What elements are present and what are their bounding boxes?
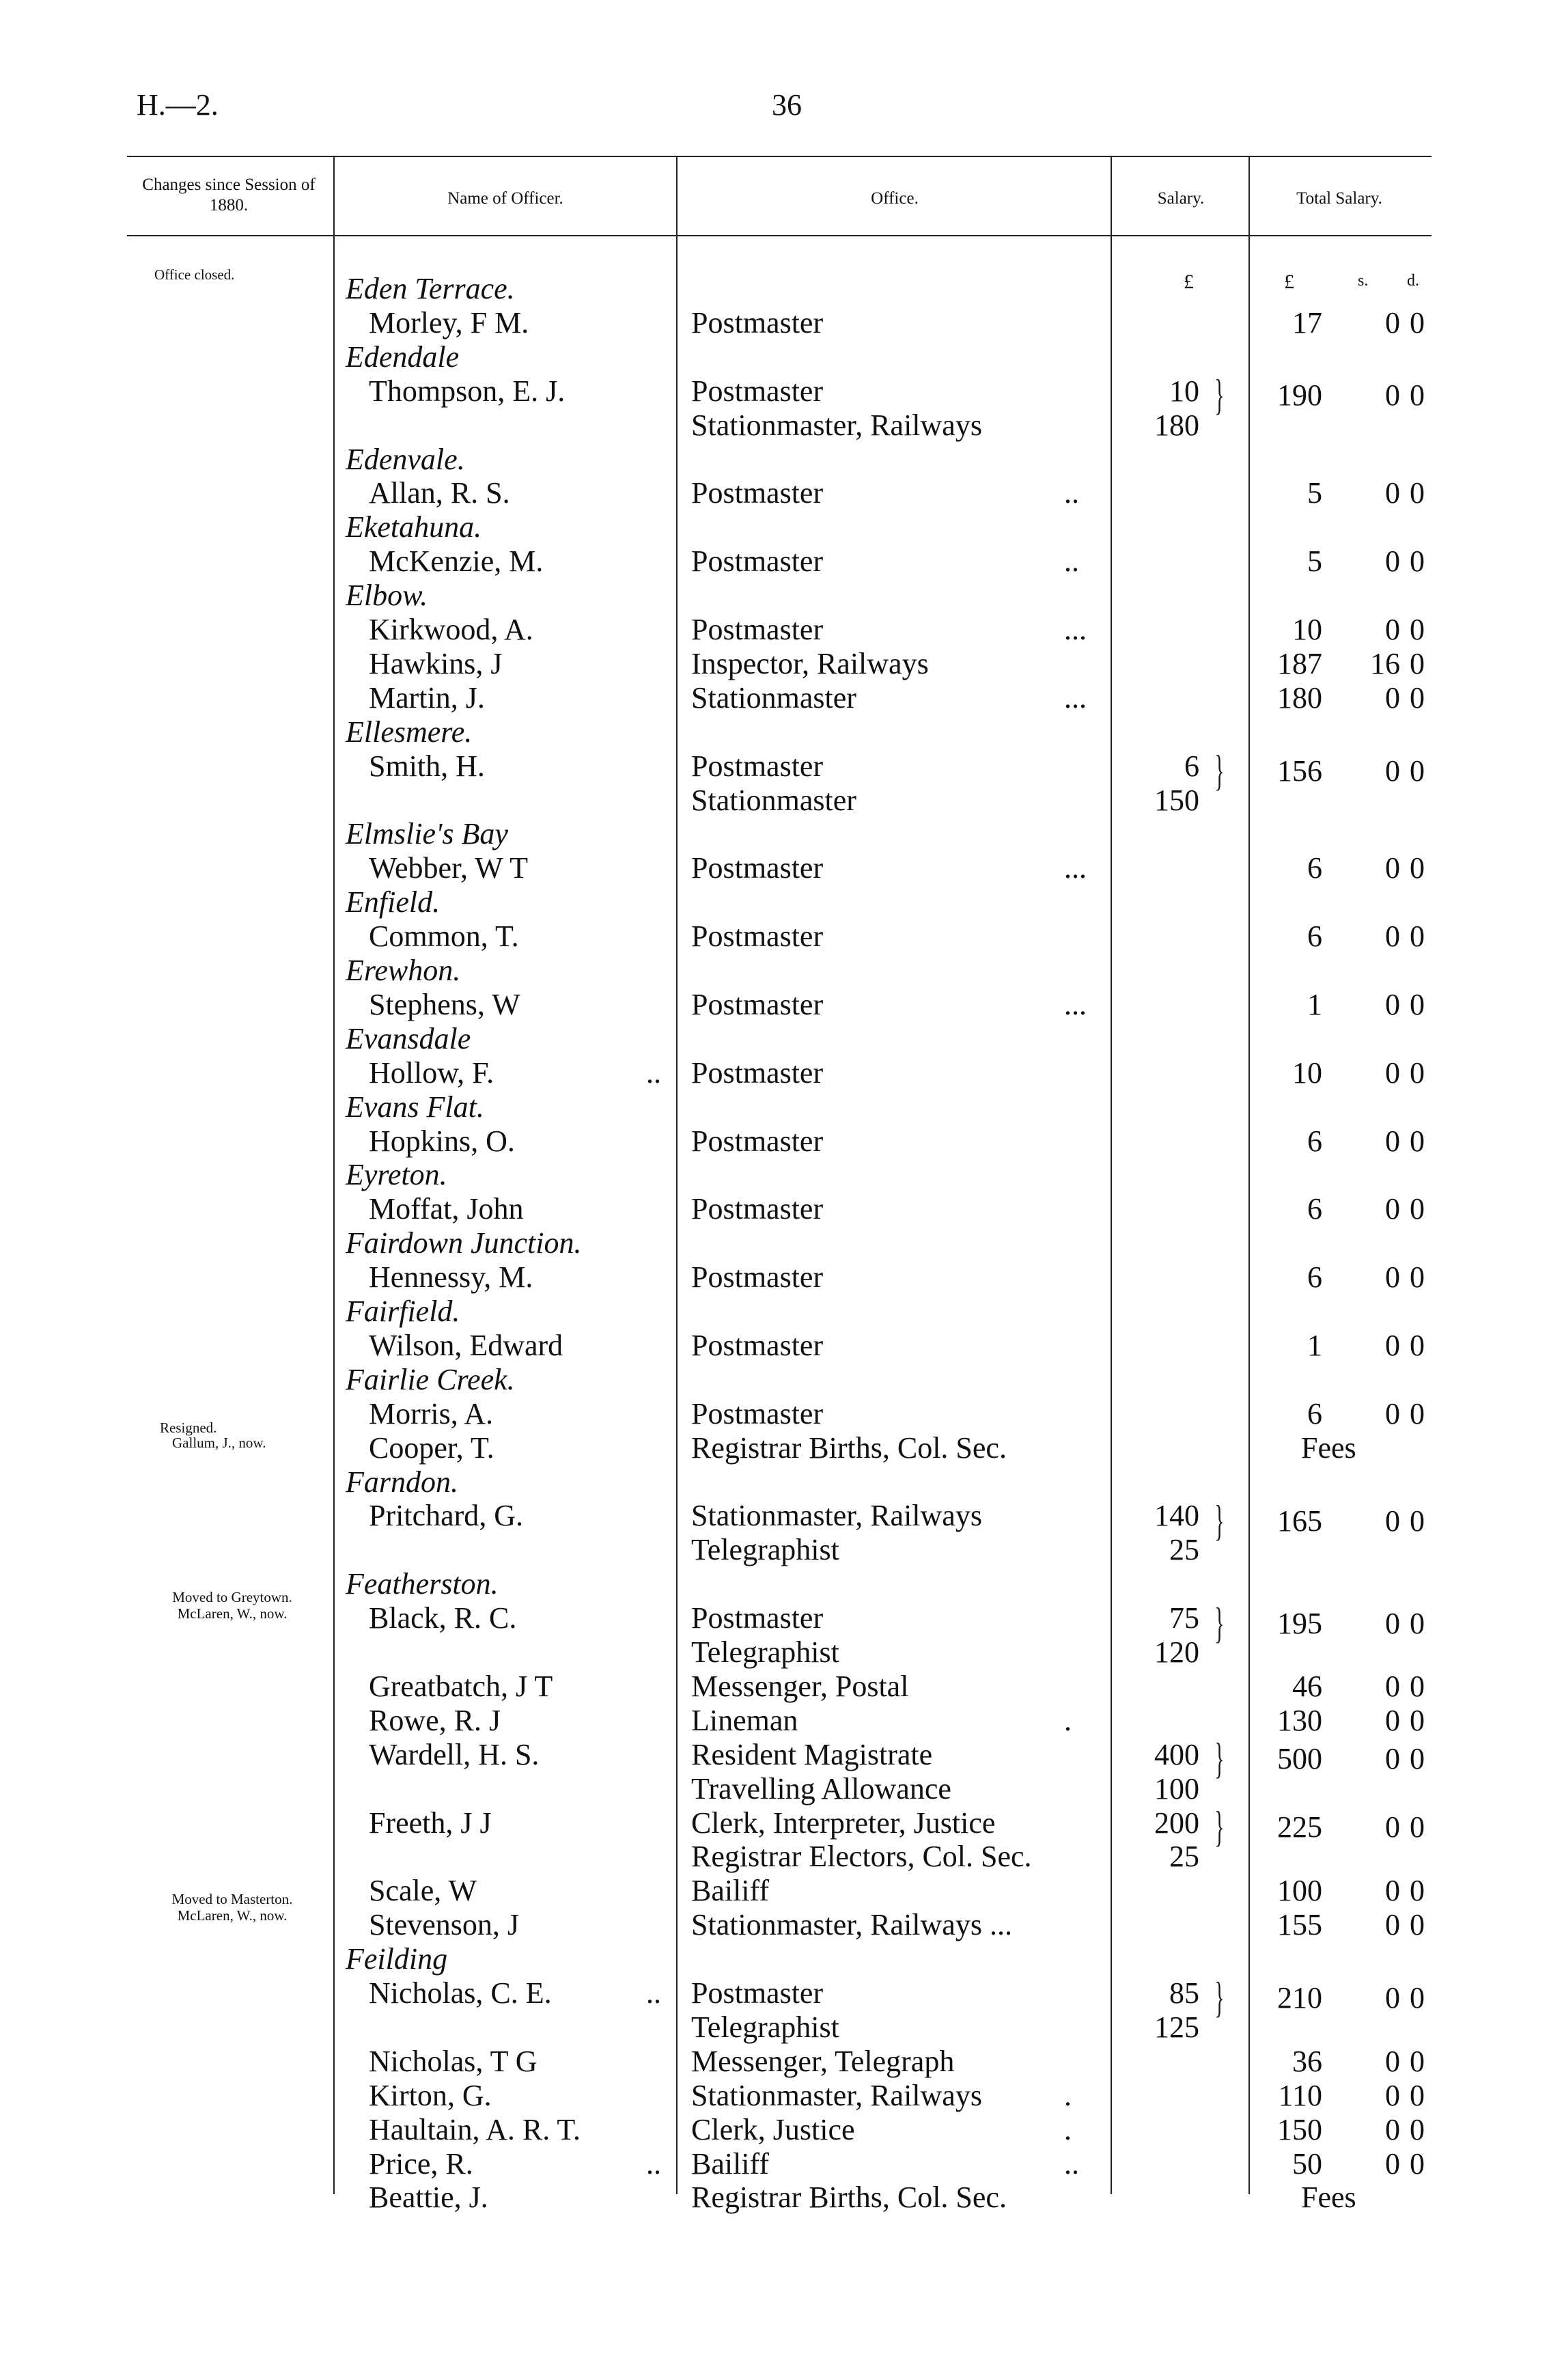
place-name: Eden Terrace. [346,272,515,305]
salary-amount: 25 [1169,1533,1199,1567]
salary-amount: 75 [1169,1601,1199,1635]
total-pounds: 10 [1292,1055,1322,1090]
officer-name: Freeth, J J [369,1805,492,1840]
salary-brace: } [1214,1973,1225,2021]
total-pounds: 10 [1292,613,1322,646]
office-title: Postmaster [691,1976,824,2010]
place-heading-row [0,579,1549,613]
total-shillings: 0 [1385,1874,1400,1908]
place-heading-row [0,1226,1549,1260]
total-pence: 0 [1410,2112,1425,2146]
table-row [0,409,1549,443]
place-name: Ellesmere. [346,715,473,749]
office-leader-dots: . [1064,2078,1072,2112]
office-title: Stationmaster, Railways ... [691,1908,1012,1942]
office-title: Postmaster [691,374,824,408]
total-pence: 0 [1410,1124,1425,1158]
total-pence: 0 [1410,2146,1425,2181]
total-pounds: 6 [1307,1192,1322,1226]
salary-amount: 10 [1169,374,1199,408]
grouped-total-pence: 0 [1410,1607,1425,1640]
place-heading-row [0,1295,1549,1329]
total-pound-unit: £ [1284,271,1294,293]
table-row [0,1431,1549,1465]
total-shillings: 0 [1385,1396,1400,1430]
total-pounds: 6 [1307,1396,1322,1430]
place-heading-row [0,1942,1549,1976]
total-shillings: 0 [1385,2044,1400,2078]
table-row [0,1806,1549,1840]
table-row [0,919,1549,954]
officer-name: Webber, W T [369,851,528,885]
grouped-total-pounds: 195 [1277,1607,1322,1640]
office-title: Stationmaster [691,680,856,715]
office-title: Stationmaster, Railways [691,1499,982,1533]
office-title: Postmaster [691,749,824,783]
office-title: Postmaster [691,1055,824,1090]
grouped-total-shillings: 0 [1385,1981,1400,2015]
table-row [0,1397,1549,1431]
total-shillings: 0 [1385,544,1400,579]
total-pence: 0 [1410,1908,1425,1942]
total-pence: 0 [1410,987,1425,1021]
office-title: Travelling Allowance [691,1771,951,1805]
total-pence: 0 [1410,544,1425,579]
office-title: Postmaster [691,476,824,510]
officer-name: Hawkins, J [369,646,503,680]
total-pence: 0 [1410,1260,1425,1295]
total-pounds: 100 [1277,1874,1322,1908]
place-heading-row [0,954,1549,988]
total-shillings: 0 [1385,680,1400,715]
place-name: Fairfield. [346,1295,460,1328]
office-title: Bailiff [691,1874,770,1908]
officer-name: Hennessy, M. [369,1260,533,1295]
grouped-total-pence: 0 [1410,1810,1425,1844]
officer-name: Morris, A. [369,1396,494,1430]
total-pounds: 180 [1277,680,1322,715]
total-pounds: 46 [1292,1669,1322,1703]
table-row [0,988,1549,1022]
table-row [0,613,1549,647]
table-row [0,306,1549,340]
salary-amount: 85 [1169,1976,1199,2010]
grouped-total-pounds: 500 [1277,1742,1322,1775]
place-name: Eyreton. [346,1158,447,1192]
office-title: Registrar Electors, Col. Sec. [691,1840,1032,1874]
table-row [0,1738,1549,1772]
officer-name: Haultain, A. R. T. [369,2112,581,2146]
place-name: Evansdale [346,1021,471,1055]
table-row [0,2045,1549,2079]
total-pounds: 50 [1292,2146,1322,2181]
officer-name: Hopkins, O. [369,1124,515,1158]
total-pence: 0 [1410,1055,1425,1090]
place-name: Enfield. [346,885,441,919]
table-row [0,1499,1549,1533]
total-pounds: 17 [1292,305,1322,340]
place-heading-row [0,1090,1549,1124]
office-title: Postmaster [691,1396,824,1430]
officer-name: Cooper, T. [369,1430,494,1465]
place-heading-row [0,1567,1549,1601]
officer-name: Stevenson, J [369,1908,519,1942]
officer-name: Allan, R. S. [369,476,510,510]
place-heading-row [0,340,1549,374]
total-pence: 0 [1410,919,1425,954]
officer-name: Nicholas, T G [369,2044,538,2078]
table-row [0,2113,1549,2147]
shillings-unit: s. [1358,272,1369,290]
office-title: Registrar Births, Col. Sec. [691,2181,1007,2215]
total-shillings: 0 [1385,919,1400,954]
office-title: Postmaster [691,544,824,579]
place-name: Fairlie Creek. [346,1362,515,1396]
table-row [0,544,1549,579]
salary-amount: 400 [1154,1737,1199,1771]
table-row [0,784,1549,818]
officer-name: Greatbatch, J T [369,1669,553,1703]
salary-brace: } [1214,370,1225,419]
place-name: Elmslie's Bay [346,817,508,851]
office-title: Telegraphist [691,2010,839,2044]
note-moved-greytown-successor: McLaren, W., now. [177,1605,288,1622]
col-head-salary: Salary. [1157,189,1205,208]
place-name: Erewhon. [346,954,461,987]
col-head-office: Office. [871,189,919,208]
pence-unit: d. [1407,272,1419,290]
office-leader-dots: ... [1064,680,1087,715]
salary-amount: 25 [1169,1840,1199,1874]
officer-name: Black, R. C. [369,1601,517,1635]
office-title: Resident Magistrate [691,1737,933,1771]
total-pounds: 1 [1307,1328,1322,1362]
officer-name: Kirkwood, A. [369,613,533,646]
note-resigned: Resigned. [160,1420,217,1436]
total-pounds: 5 [1307,544,1322,579]
total-pounds: 110 [1278,2078,1322,2112]
place-heading-row [0,885,1549,919]
note-resigned-successor: Gallum, J., now. [172,1435,266,1451]
salary-brace: } [1214,746,1225,794]
table-row [0,1056,1549,1090]
officer-name: Wardell, H. S. [369,1737,540,1771]
table-row [0,749,1549,784]
place-heading-row [0,272,1549,306]
office-title: Stationmaster, Railways [691,2078,982,2112]
salary-amount: 120 [1154,1635,1199,1669]
total-pence: 0 [1410,1192,1425,1226]
grouped-total-shillings: 0 [1385,1810,1400,1844]
officer-name: Scale, W [369,1874,477,1908]
grouped-total-pounds: 190 [1277,378,1322,412]
salary-amount: 6 [1184,749,1199,783]
table-row [0,2147,1549,2181]
note-moved-masterton-successor: McLaren, W., now. [177,1907,288,1924]
total-pounds: 155 [1277,1908,1322,1942]
note-moved-masterton: Moved to Masterton. [171,1891,293,1907]
office-title: Postmaster [691,1192,824,1226]
name-leader-dots: .. [646,2146,661,2181]
office-title: Postmaster [691,1328,824,1362]
col-head-changes: Changes since Session of 1880. [142,176,316,215]
table-row [0,374,1549,409]
office-title: Bailiff [691,2146,770,2181]
grouped-total-pence: 0 [1410,1981,1425,2015]
table-row [0,851,1549,885]
officer-name: Thompson, E. J. [369,374,566,408]
table-row [0,1704,1549,1738]
grouped-total-shillings: 0 [1385,754,1400,788]
salary-amount: 125 [1154,2010,1199,2044]
office-title: Telegraphist [691,1533,839,1567]
place-name: Evans Flat. [346,1090,484,1124]
place-heading-row [0,1158,1549,1192]
grouped-total-pence: 0 [1410,1504,1425,1538]
grouped-total-pence: 0 [1410,754,1425,788]
grouped-total-pounds: 156 [1277,754,1322,788]
officer-name: McKenzie, M. [369,544,544,579]
place-name: Eketahuna. [346,510,482,544]
total-shillings: 0 [1385,476,1400,510]
total-shillings: 0 [1385,1328,1400,1362]
grouped-total-shillings: 0 [1385,1504,1400,1538]
name-leader-dots: .. [646,1976,661,2010]
page-number: 36 [772,88,802,122]
total-shillings: 0 [1385,1055,1400,1090]
office-leader-dots: ... [1064,613,1087,646]
grouped-total-pence: 0 [1410,378,1425,412]
total-pounds: 6 [1307,1260,1322,1295]
header-top-rule [127,156,1432,157]
officer-name: Pritchard, G. [369,1499,524,1533]
table-row [0,476,1549,510]
table-row [0,1908,1549,1942]
total-shillings: 0 [1385,305,1400,340]
total-pounds: 130 [1277,1703,1322,1737]
place-name: Edenvale. [346,442,465,476]
name-leader-dots: .. [646,1055,661,1090]
grouped-total-pounds: 225 [1277,1810,1322,1844]
total-shillings: 0 [1385,1669,1400,1703]
table-row [0,1670,1549,1704]
salary-brace: } [1214,1734,1225,1782]
total-shillings: 0 [1385,613,1400,646]
total-shillings: 16 [1370,646,1400,680]
salary-amount: 140 [1154,1499,1199,1533]
total-pence: 0 [1410,1703,1425,1737]
table-row [0,1601,1549,1635]
table-row [0,1840,1549,1874]
office-title: Stationmaster, Railways [691,408,982,442]
total-pence: 0 [1410,851,1425,885]
total-shillings: 0 [1385,2078,1400,2112]
office-title: Postmaster [691,1601,824,1635]
office-title: Telegraphist [691,1635,839,1669]
table-row [0,1124,1549,1159]
officer-name: Hollow, F. [369,1055,494,1090]
officer-name: Beattie, J. [369,2181,488,2215]
officer-name: Morley, F M. [369,305,529,340]
table-row [0,1533,1549,1567]
office-title: Postmaster [691,851,824,885]
officer-name: Nicholas, C. E. [369,1976,552,2010]
table-row [0,681,1549,715]
place-heading-row [0,1363,1549,1397]
total-pounds: 150 [1277,2112,1322,2146]
officer-name: Moffat, John [369,1192,524,1226]
total-shillings: 0 [1385,1703,1400,1737]
salary-pound-unit: £ [1184,271,1194,293]
salary-brace: } [1214,1802,1225,1851]
salary-brace: } [1214,1599,1225,1647]
officer-name: Smith, H. [369,749,485,783]
note-office-closed: Office closed. [154,266,235,283]
table-row [0,1192,1549,1226]
total-pounds: 6 [1307,919,1322,954]
office-title: Stationmaster [691,783,856,817]
total-shillings: 0 [1385,2146,1400,2181]
total-fees: Fees [1301,2181,1356,2215]
table-row [0,1976,1549,2010]
total-pence: 0 [1410,646,1425,680]
place-heading-row [0,510,1549,544]
note-moved-greytown: Moved to Greytown. [172,1589,292,1605]
office-leader-dots: . [1064,1703,1072,1737]
place-heading-row [0,715,1549,749]
salary-amount: 150 [1154,783,1199,817]
total-fees: Fees [1301,1430,1356,1465]
place-name: Elbow. [346,579,428,613]
total-shillings: 0 [1385,1124,1400,1158]
place-heading-row [0,443,1549,477]
total-pence: 0 [1410,1669,1425,1703]
total-pence: 0 [1410,1328,1425,1362]
table-row [0,1329,1549,1363]
office-title: Postmaster [691,919,824,954]
total-shillings: 0 [1385,1192,1400,1226]
place-heading-row [0,1022,1549,1056]
office-title: Clerk, Justice [691,2112,855,2146]
total-shillings: 0 [1385,851,1400,885]
office-title: Postmaster [691,1260,824,1295]
total-pence: 0 [1410,613,1425,646]
office-title: Postmaster [691,987,824,1021]
total-pounds: 5 [1307,476,1322,510]
table-row [0,1635,1549,1670]
place-name: Featherston. [346,1567,499,1601]
office-title: Postmaster [691,305,824,340]
office-leader-dots: . [1064,2112,1072,2146]
officer-name: Common, T. [369,919,519,954]
total-shillings: 0 [1385,987,1400,1021]
salary-amount: 200 [1154,1805,1199,1840]
salary-amount: 100 [1154,1771,1199,1805]
total-pence: 0 [1410,680,1425,715]
col-head-total: Total Salary. [1296,189,1382,208]
col-head-name: Name of Officer. [447,189,563,208]
total-pounds: 1 [1307,987,1322,1021]
place-name: Fairdown Junction. [346,1226,582,1260]
grouped-total-shillings: 0 [1385,1742,1400,1775]
total-pence: 0 [1410,1396,1425,1430]
total-pence: 0 [1410,2044,1425,2078]
table-row [0,2079,1549,2113]
total-shillings: 0 [1385,1260,1400,1295]
page-ref: H.—2. [137,88,219,122]
officer-name: Price, R. [369,2146,473,2181]
office-title: Lineman [691,1703,798,1737]
table-row [0,1772,1549,1806]
office-leader-dots: .. [1064,476,1079,510]
table-row [0,647,1549,681]
grouped-total-pence: 0 [1410,1742,1425,1775]
salary-brace: } [1214,1496,1225,1545]
total-pence: 0 [1410,2078,1425,2112]
grouped-total-pounds: 165 [1277,1504,1322,1538]
officer-name: Wilson, Edward [369,1328,563,1362]
office-title: Postmaster [691,613,824,646]
total-pence: 0 [1410,476,1425,510]
total-shillings: 0 [1385,2112,1400,2146]
table-row [0,1260,1549,1295]
officer-name: Stephens, W [369,987,520,1021]
total-pounds: 6 [1307,1124,1322,1158]
table-row [0,2010,1549,2045]
officer-name: Rowe, R. J [369,1703,501,1737]
office-title: Inspector, Railways [691,646,929,680]
place-name: Feilding [346,1942,448,1976]
salary-amount: 180 [1154,408,1199,442]
place-name: Farndon. [346,1465,458,1499]
grouped-total-shillings: 0 [1385,378,1400,412]
total-pence: 0 [1410,305,1425,340]
officer-name: Kirton, G. [369,2078,492,2112]
table-row [0,1874,1549,1908]
place-heading-row [0,817,1549,851]
grouped-total-pounds: 210 [1277,1981,1322,2015]
office-title: Postmaster [691,1124,824,1158]
total-pounds: 6 [1307,851,1322,885]
officer-name: Martin, J. [369,680,485,715]
office-title: Registrar Births, Col. Sec. [691,1430,1007,1465]
place-name: Edendale [346,340,460,374]
grouped-total-shillings: 0 [1385,1607,1400,1640]
place-heading-row [0,1465,1549,1499]
office-title: Messenger, Telegraph [691,2044,955,2078]
office-leader-dots: ... [1064,987,1087,1021]
office-title: Messenger, Postal [691,1669,909,1703]
header-bottom-rule [127,235,1432,236]
total-shillings: 0 [1385,1908,1400,1942]
office-leader-dots: .. [1064,2146,1079,2181]
total-pence: 0 [1410,1874,1425,1908]
total-pounds: 36 [1292,2044,1322,2078]
office-title: Clerk, Interpreter, Justice [691,1805,996,1840]
office-leader-dots: ... [1064,851,1087,885]
total-pounds: 187 [1277,646,1322,680]
table-row [0,2181,1549,2215]
office-leader-dots: .. [1064,544,1079,579]
